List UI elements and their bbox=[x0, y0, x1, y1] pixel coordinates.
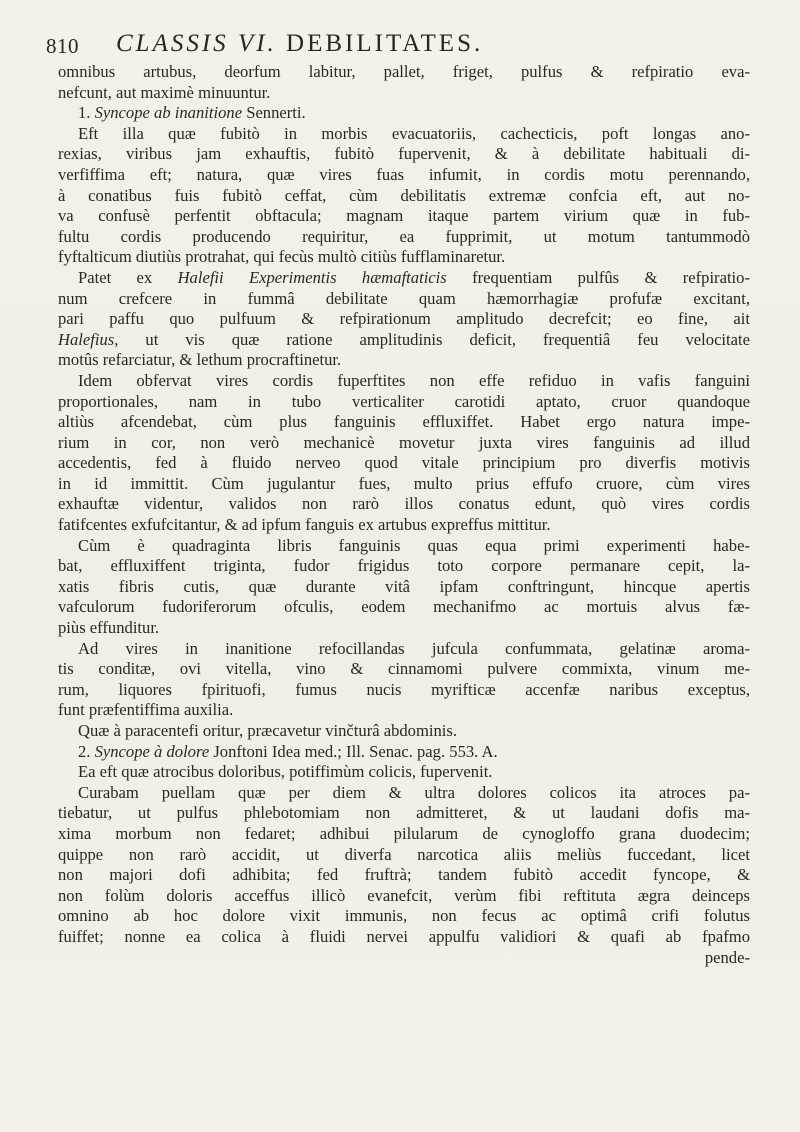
line-text: fultu cordis producendo requiritur, ea fupprimit, ut motum tantummodò bbox=[58, 226, 750, 246]
line-text: exhauftæ videntur, validos non rarò illos conatus edunt, quò vires cordis bbox=[58, 494, 750, 514]
text-line bbox=[58, 618, 750, 639]
italic-phrase: Halefius bbox=[58, 329, 115, 349]
text-line bbox=[58, 350, 750, 371]
page-header bbox=[46, 28, 746, 62]
line-text: à conatibus fuis fubitò ceffat, cùm debilitatis extremæ confcia eft, aut no- bbox=[58, 185, 750, 205]
line-text: Quæ à paracentefi oritur, præcavetur vinčturâ abdominis. bbox=[78, 721, 458, 740]
line-text: rexias, viribus jam exhauftis, fubitò fupervenit, & à debilitate habituali di- bbox=[58, 144, 750, 164]
text-line bbox=[58, 845, 750, 866]
line-text: motûs refarciatur, & lethum procraftinetur. bbox=[58, 350, 342, 370]
line-text: fatifcentes exfufcitantur, & ad ipfum fanguis ex artubus expreffus mittitur. bbox=[58, 515, 551, 535]
text-line bbox=[58, 597, 750, 618]
line-text: nefcunt, aut maximè minuuntur. bbox=[58, 82, 271, 102]
text-line bbox=[58, 62, 750, 83]
line-text: Patet ex bbox=[78, 267, 178, 287]
italic-phrase: Syncope ab inanitione bbox=[94, 103, 243, 123]
line-text: 1. bbox=[78, 103, 95, 123]
line-text: Sennerti. bbox=[242, 103, 306, 123]
line-text: verfiffima eft; natura, quæ vires fuas infumit, in cordis motu perennando, bbox=[58, 164, 750, 184]
text-line bbox=[58, 927, 750, 948]
line-text: pende- bbox=[704, 947, 750, 967]
text-line bbox=[58, 227, 750, 248]
text-line bbox=[58, 700, 750, 721]
text-line bbox=[58, 268, 750, 289]
text-line bbox=[58, 886, 750, 907]
text-line bbox=[58, 536, 750, 557]
text-line bbox=[58, 371, 750, 392]
line-text: xatis fibris cutis, quæ durante vitâ ipfam conftringunt, hincque apertis bbox=[58, 576, 750, 596]
line-text: proportionales, nam in tubo verticaliter carotidi aptato, cruor quandoque bbox=[58, 391, 750, 411]
text-line bbox=[58, 865, 750, 886]
text-line bbox=[58, 515, 750, 536]
text-line bbox=[58, 247, 750, 268]
text-line bbox=[58, 742, 750, 763]
line-text: xima morbum non fedaret; adhibui pilularum de cynogloffo grana duodecim; bbox=[58, 823, 750, 843]
classis-label: CLASSIS bbox=[116, 30, 229, 57]
text-line bbox=[58, 906, 750, 927]
text-line bbox=[58, 330, 750, 351]
line-text: non majori dofi adhibita; fed fruftrà; tandem fubitò accedit fyncope, & bbox=[58, 865, 750, 885]
text-line bbox=[58, 412, 750, 433]
text-line bbox=[58, 803, 750, 824]
line-text: Eft illa quæ fubitò in morbis evacuatoriis, cachecticis, poft longas ano- bbox=[78, 123, 750, 143]
text-line bbox=[58, 103, 750, 124]
line-text: omnibus artubus, deorfum labitur, pallet, friget, pulfus & refpiratio eva- bbox=[58, 62, 750, 81]
italic-phrase: Halefii Experimentis hæmaftaticis bbox=[177, 267, 447, 287]
text-line bbox=[58, 206, 750, 227]
text-line bbox=[58, 556, 750, 577]
line-text: in id immittit. Cùm jugulantur fues, multo prius effufo cruore, cùm vires bbox=[58, 473, 750, 493]
line-text: fyftalticum diutiùs protrahat, qui fecùs multò citiùs fufflaminaretur. bbox=[58, 247, 506, 267]
line-text: rum, liquores fpirituofi, fumus nucis myrifticæ accenfæ naribus exceptus, bbox=[58, 679, 750, 699]
section-title: DEBILITATES. bbox=[286, 30, 484, 57]
text-line bbox=[58, 577, 750, 598]
line-text: funt præfentiffima auxilia. bbox=[58, 700, 234, 720]
text-line bbox=[58, 165, 750, 186]
text-line bbox=[58, 186, 750, 207]
line-text: Curabam puellam quæ per diem & ultra dolores colicos ita atroces pa- bbox=[78, 782, 750, 802]
line-text: num crefcere in fummâ debilitate quam hæmorrhagiæ profufæ excitant, bbox=[58, 288, 750, 308]
line-text: 2. bbox=[78, 741, 95, 761]
text-line bbox=[58, 433, 750, 454]
line-text: frequentiam pulfûs & refpiratio- bbox=[446, 267, 750, 287]
line-text: fuiffet; nonne ea colica à fluidi nervei appulfu validiori & quafi ab fpafmo bbox=[58, 926, 750, 946]
page-number: 810 bbox=[46, 34, 79, 58]
text-line bbox=[58, 309, 750, 330]
line-text: non folùm doloris acceffus illicò evanefcit, verùm fibi reftituta ægra deinceps bbox=[58, 885, 750, 905]
text-line bbox=[58, 721, 750, 742]
line-text: Jonftoni Idea med.; Ill. Senac. pag. 553. A. bbox=[209, 741, 498, 761]
line-text: pari paffu quo pulfuum & refpirationum amplitudo decrefcit; eo fine, ait bbox=[58, 309, 750, 329]
running-title bbox=[116, 30, 483, 58]
text-line bbox=[58, 948, 750, 969]
line-text: altiùs afcendebat, cùm plus fanguinis effluxiffet. Habet ergo natura impe- bbox=[58, 412, 750, 432]
classis-number: VI. bbox=[237, 30, 277, 57]
body-text bbox=[58, 62, 750, 968]
line-text: accedentis, fed à fluido nerveo quod vitale principium pro diverfis motivis bbox=[58, 453, 750, 473]
text-line bbox=[58, 680, 750, 701]
line-text: rium in cor, non verò mechanicè movetur juxta vires fanguinis ad illud bbox=[58, 432, 750, 452]
text-line bbox=[58, 144, 750, 165]
line-text: Cùm è quadraginta libris fanguinis quas equa primi experimenti habe- bbox=[78, 535, 750, 555]
text-line bbox=[58, 453, 750, 474]
line-text: bat, effluxiffent triginta, fudor frigidus toto corpore permanare cepit, la- bbox=[58, 556, 750, 576]
line-text: tiebatur, ut pulfus phlebotomiam non admitteret, & ut laudani dofis ma- bbox=[58, 803, 750, 823]
line-text: quippe non rarò accidit, ut diverfa narcotica aliis meliùs fuccedant, licet bbox=[58, 844, 750, 864]
line-text: omnino ab hoc dolore vixit immunis, non fecus ac optimâ crifi folutus bbox=[58, 906, 750, 926]
italic-phrase: Syncope à dolore bbox=[94, 741, 210, 761]
text-line bbox=[58, 392, 750, 413]
line-text: Idem obfervat vires cordis fuperftites non effe refiduo in vafis fanguini bbox=[78, 370, 750, 390]
line-text: va confusè perfentit obftacula; magnam itaque partem virium quæ in fub- bbox=[58, 206, 750, 226]
line-text: Ea eft quæ atrocibus doloribus, potiffimùm colicis, fupervenit. bbox=[78, 762, 493, 782]
text-line bbox=[58, 639, 750, 660]
line-text: vafculorum fudoriferorum ofculis, eodem mechanifmo ac mortuis alvus fæ- bbox=[58, 597, 750, 617]
line-text: piùs effunditur. bbox=[58, 618, 160, 638]
text-line bbox=[58, 762, 750, 783]
line-text: tis conditæ, ovi vitella, vino & cinnamomi pulvere commixta, vinum me- bbox=[58, 659, 750, 679]
text-line bbox=[58, 783, 750, 804]
line-text: , ut vis quæ ratione amplitudinis deficit, frequentiâ feu velocitate bbox=[114, 329, 750, 349]
text-line bbox=[58, 474, 750, 495]
line-text: Ad vires in inanitione refocillandas jufcula confummata, gelatinæ aroma- bbox=[78, 638, 750, 658]
text-line bbox=[58, 494, 750, 515]
text-line bbox=[58, 659, 750, 680]
text-line bbox=[58, 83, 750, 104]
text-line bbox=[58, 124, 750, 145]
text-line bbox=[58, 289, 750, 310]
text-line bbox=[58, 824, 750, 845]
